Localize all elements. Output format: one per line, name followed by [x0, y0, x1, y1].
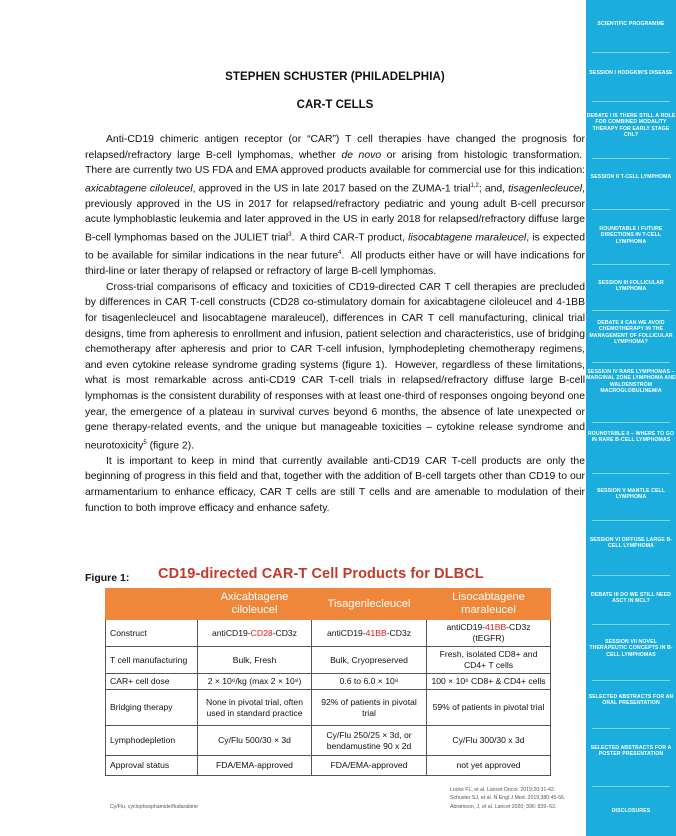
car-t-products-table: [105, 588, 551, 776]
nav-separator: [592, 680, 670, 681]
row-label: T cell manufacturing: [106, 647, 198, 674]
nav-separator: [592, 310, 670, 311]
table-cell: not yet approved: [427, 756, 551, 776]
table-cell: Cy/Flu 500/30 × 3d: [198, 726, 312, 756]
table-cell: 100 × 10⁶ CD8+ & CD4+ cells: [427, 674, 551, 690]
nav-separator: [592, 101, 670, 102]
table-row: [106, 756, 551, 776]
table-cell: antiCD19-41BB-CD3z (tEGFR): [427, 620, 551, 647]
programme-sidebar: [586, 0, 676, 836]
nav-session-ii[interactable]: SESSION II T-CELL LYMPHOMA: [590, 174, 672, 180]
table-row: [106, 690, 551, 726]
row-label: Bridging therapy: [106, 690, 198, 726]
nav-separator: [592, 158, 670, 159]
header-col: Axicabtagene ciloleucel: [198, 589, 312, 620]
nav-session-v[interactable]: SESSION V MANTLE CELL LYMPHOMA: [596, 488, 666, 501]
nav-session-iv[interactable]: SESSION IV RARE LYMPHOMAS – MARGINAL ZONE LYMPHOMA AND WALDENSTRÖM MACROGLOBULINEMIA: [586, 369, 676, 395]
paragraph-3: It is important to keep in mind that currently available anti-CD19 CAR T-cell products are only the beginning of progress in this field and that, together with the addition of B-cell targets other than CD19 to our armamentarium to enhance efficacy, CAR T cells are still T cells and are amenable to modulation of their function to both improve efficacy and enhance safety.: [85, 455, 585, 514]
paragraph-2: Cross-trial comparisons of efficacy and toxicities of CD19-directed CAR T cell therapies are precluded by differences in CAR T-cell constructs (CD28 co-stimulatory domain for axicabtagene ciloleucel and 4-1BB for tisagenlecleucel and lisocabtagene maraleucel), differences in CAR T cell manufacturing, clinical trial designs, time from apheresis to enrollment and infusion, patient selection and characteristics, use of bridging chemotherapy after apheresis and prior to CAR T-cell infusion, lymphodepleting chemotherapy regimens, and even cytokine release syndrome grading systems (figure 1). However, regardless of these limitations, what is most remarkable across anti-CD19 CAR T-cell trials in relapsed/refractory diffuse large B-cell lymphomas is the consistent durability of responses with at least one-third of responses ongoing beyond one year, the emergence of a plateau in survival curves beyond 6 months, the absence of late unexpected or gene therapy-related events, and the unique but manageable toxicities – cytokine release syndrome and neurotoxicity$^5$ (figure 2).: [85, 281, 585, 452]
nav-session-iii[interactable]: SESSION III FOLLICULAR LYMPHOMA: [598, 280, 664, 293]
nav-separator: [592, 575, 670, 576]
nav-separator: [592, 624, 670, 625]
nav-separator: [592, 362, 670, 363]
nav-separator: [592, 264, 670, 265]
main-content: [85, 0, 585, 836]
nav-session-i[interactable]: SESSION I HODGKIN'S DISEASE: [589, 70, 673, 76]
table-cell: 92% of patients in pivotal trial: [312, 690, 427, 726]
table-row: [106, 620, 551, 647]
table-cell: Cy/Flu 250/25 × 3d, or bendamustine 90 x 2d: [312, 726, 427, 756]
table-cell: Bulk, Fresh: [198, 647, 312, 674]
nav-scientific-programme[interactable]: SCIENTIFIC PROGRAMME: [597, 21, 665, 27]
table-row: [106, 726, 551, 756]
nav-debate-i[interactable]: DEBATE I IS THERE STILL A ROLE FOR COMBINED MODALITY THERAPY FOR EARLY STAGE CHL?: [586, 113, 676, 139]
table-cell: 2 × 10⁶/kg (max 2 × 10⁸): [198, 674, 312, 690]
nav-poster-abstracts[interactable]: SELECTED ABSTRACTS FOR A POSTER PRESENTATION: [590, 745, 672, 758]
table-cell: Bulk, Cryopreserved: [312, 647, 427, 674]
reference-item: Locke FL, et al. Lancet Oncol. 2019;20:31-42.: [450, 787, 556, 793]
table-cell: Cy/Flu 300/30 x 3d: [427, 726, 551, 756]
table-cell: Fresh, isolated CD8+ and CD4+ T cells: [427, 647, 551, 674]
figure-label: Figure 1:: [85, 572, 130, 584]
reference-item: Schuster SJ, et al. N Engl J Med. 2019;380:45-56.: [450, 795, 566, 802]
row-label: Approval status: [106, 756, 198, 776]
nav-separator: [592, 473, 670, 474]
row-label: Lymphodepletion: [106, 726, 198, 756]
table-cell: antiCD19-41BB-CD3z: [312, 620, 427, 647]
table-cell: FDA/EMA-approved: [198, 756, 312, 776]
nav-separator: [592, 209, 670, 210]
table-cell: 59% of patients in pivotal trial: [427, 690, 551, 726]
nav-session-vi[interactable]: SESSION VI DIFFUSE LARGE B-CELL LYMPHOMA: [589, 537, 673, 550]
nav-disclosures[interactable]: DISCLOSURES: [611, 808, 651, 814]
table-footnote: Cy/Flu, cyclophosphamide/fludarabine: [110, 804, 198, 810]
table-row: [106, 674, 551, 690]
header-corner: [106, 589, 198, 620]
nav-roundtable-ii[interactable]: ROUNDTABLE II – WHERE TO GO IN RARE B-CELL LYMPHOMAS: [587, 431, 675, 444]
table-row: [106, 647, 551, 674]
header-col: Tisagenlecleucel: [312, 589, 427, 620]
section-title: CAR-T CELLS: [296, 99, 374, 111]
nav-debate-iii[interactable]: DEBATE III DO WE STILL NEED ASCT IN MCL?: [590, 592, 672, 605]
paragraph-1: Anti-CD19 chimeric antigen receptor (or “CAR”) T cell therapies have changed the prognosis for relapsed/refractory large B-cell lymphomas, whether de novo or arising from histologic transformation. There are currently two US FDA and EMA approved products available for commercial use for this indication: axicabtagene ciloleucel, approved in the US in late 2017 based on the ZUMA-1 trial$^{1,2}$; and, tisagenlecleucel, previously approved in the US in 2017 for relapsed/refractory pediatric and young adult B-cell precursor acute lymphoblastic leukemia and later approved in the US in early 2018 for relapsed/refractory diffuse large B-cell lymphomas based on the JULIET trial$^3$. A third CAR-T product, lisocabtagene maraleucel, is expected to be available for similar indications in the near future$^4$. All products either have or will have indications for third-line or later therapy of relapsed or refractory of large B-cell lymphomas.: [85, 134, 586, 278]
nav-roundtable-i[interactable]: ROUNDTABLE I FUTURE DIRECTIONS IN T-CELL LYMPHOMA: [599, 226, 663, 245]
table-cell: None in pivotal trial, often used in standard practice: [198, 690, 312, 726]
nav-separator: [592, 786, 670, 787]
nav-debate-ii[interactable]: DEBATE II CAN WE AVOID CHEMOTHERAPY IN THE MANAGEMENT OF FOLLICULAR LYMPHOMA?: [589, 320, 673, 346]
nav-separator: [592, 520, 670, 521]
table-header-row: [106, 589, 551, 620]
nav-oral-abstracts[interactable]: SELECTED ABSTRACTS FOR AN ORAL PRESENTATION: [588, 694, 674, 707]
nav-session-vii[interactable]: SESSION VII NOVEL THERAPEUTIC CONCEPTS IN B-CELL LYMPHOMAS: [589, 639, 673, 658]
table-cell: FDA/EMA-approved: [312, 756, 427, 776]
nav-separator: [592, 422, 670, 423]
reference-item: Abramson, J, et al. Lancet 2020; 396: 839–52.: [450, 803, 557, 810]
table-cell: 0.6 to 6.0 × 10⁸: [312, 674, 427, 690]
author-heading: STEPHEN SCHUSTER (PHILADELPHIA): [225, 71, 445, 83]
figure-title: CD19-directed CAR-T Cell Products for DLBCL: [158, 566, 484, 582]
row-label: CAR+ cell dose: [106, 674, 198, 690]
nav-separator: [592, 52, 670, 53]
body-text: [85, 132, 585, 516]
header-col: Lisocabtagene maraleucel: [427, 589, 551, 620]
table-cell: antiCD19-CD28-CD3z: [198, 620, 312, 647]
row-label: Construct: [106, 620, 198, 647]
nav-separator: [592, 728, 670, 729]
figure-references: [450, 786, 565, 811]
